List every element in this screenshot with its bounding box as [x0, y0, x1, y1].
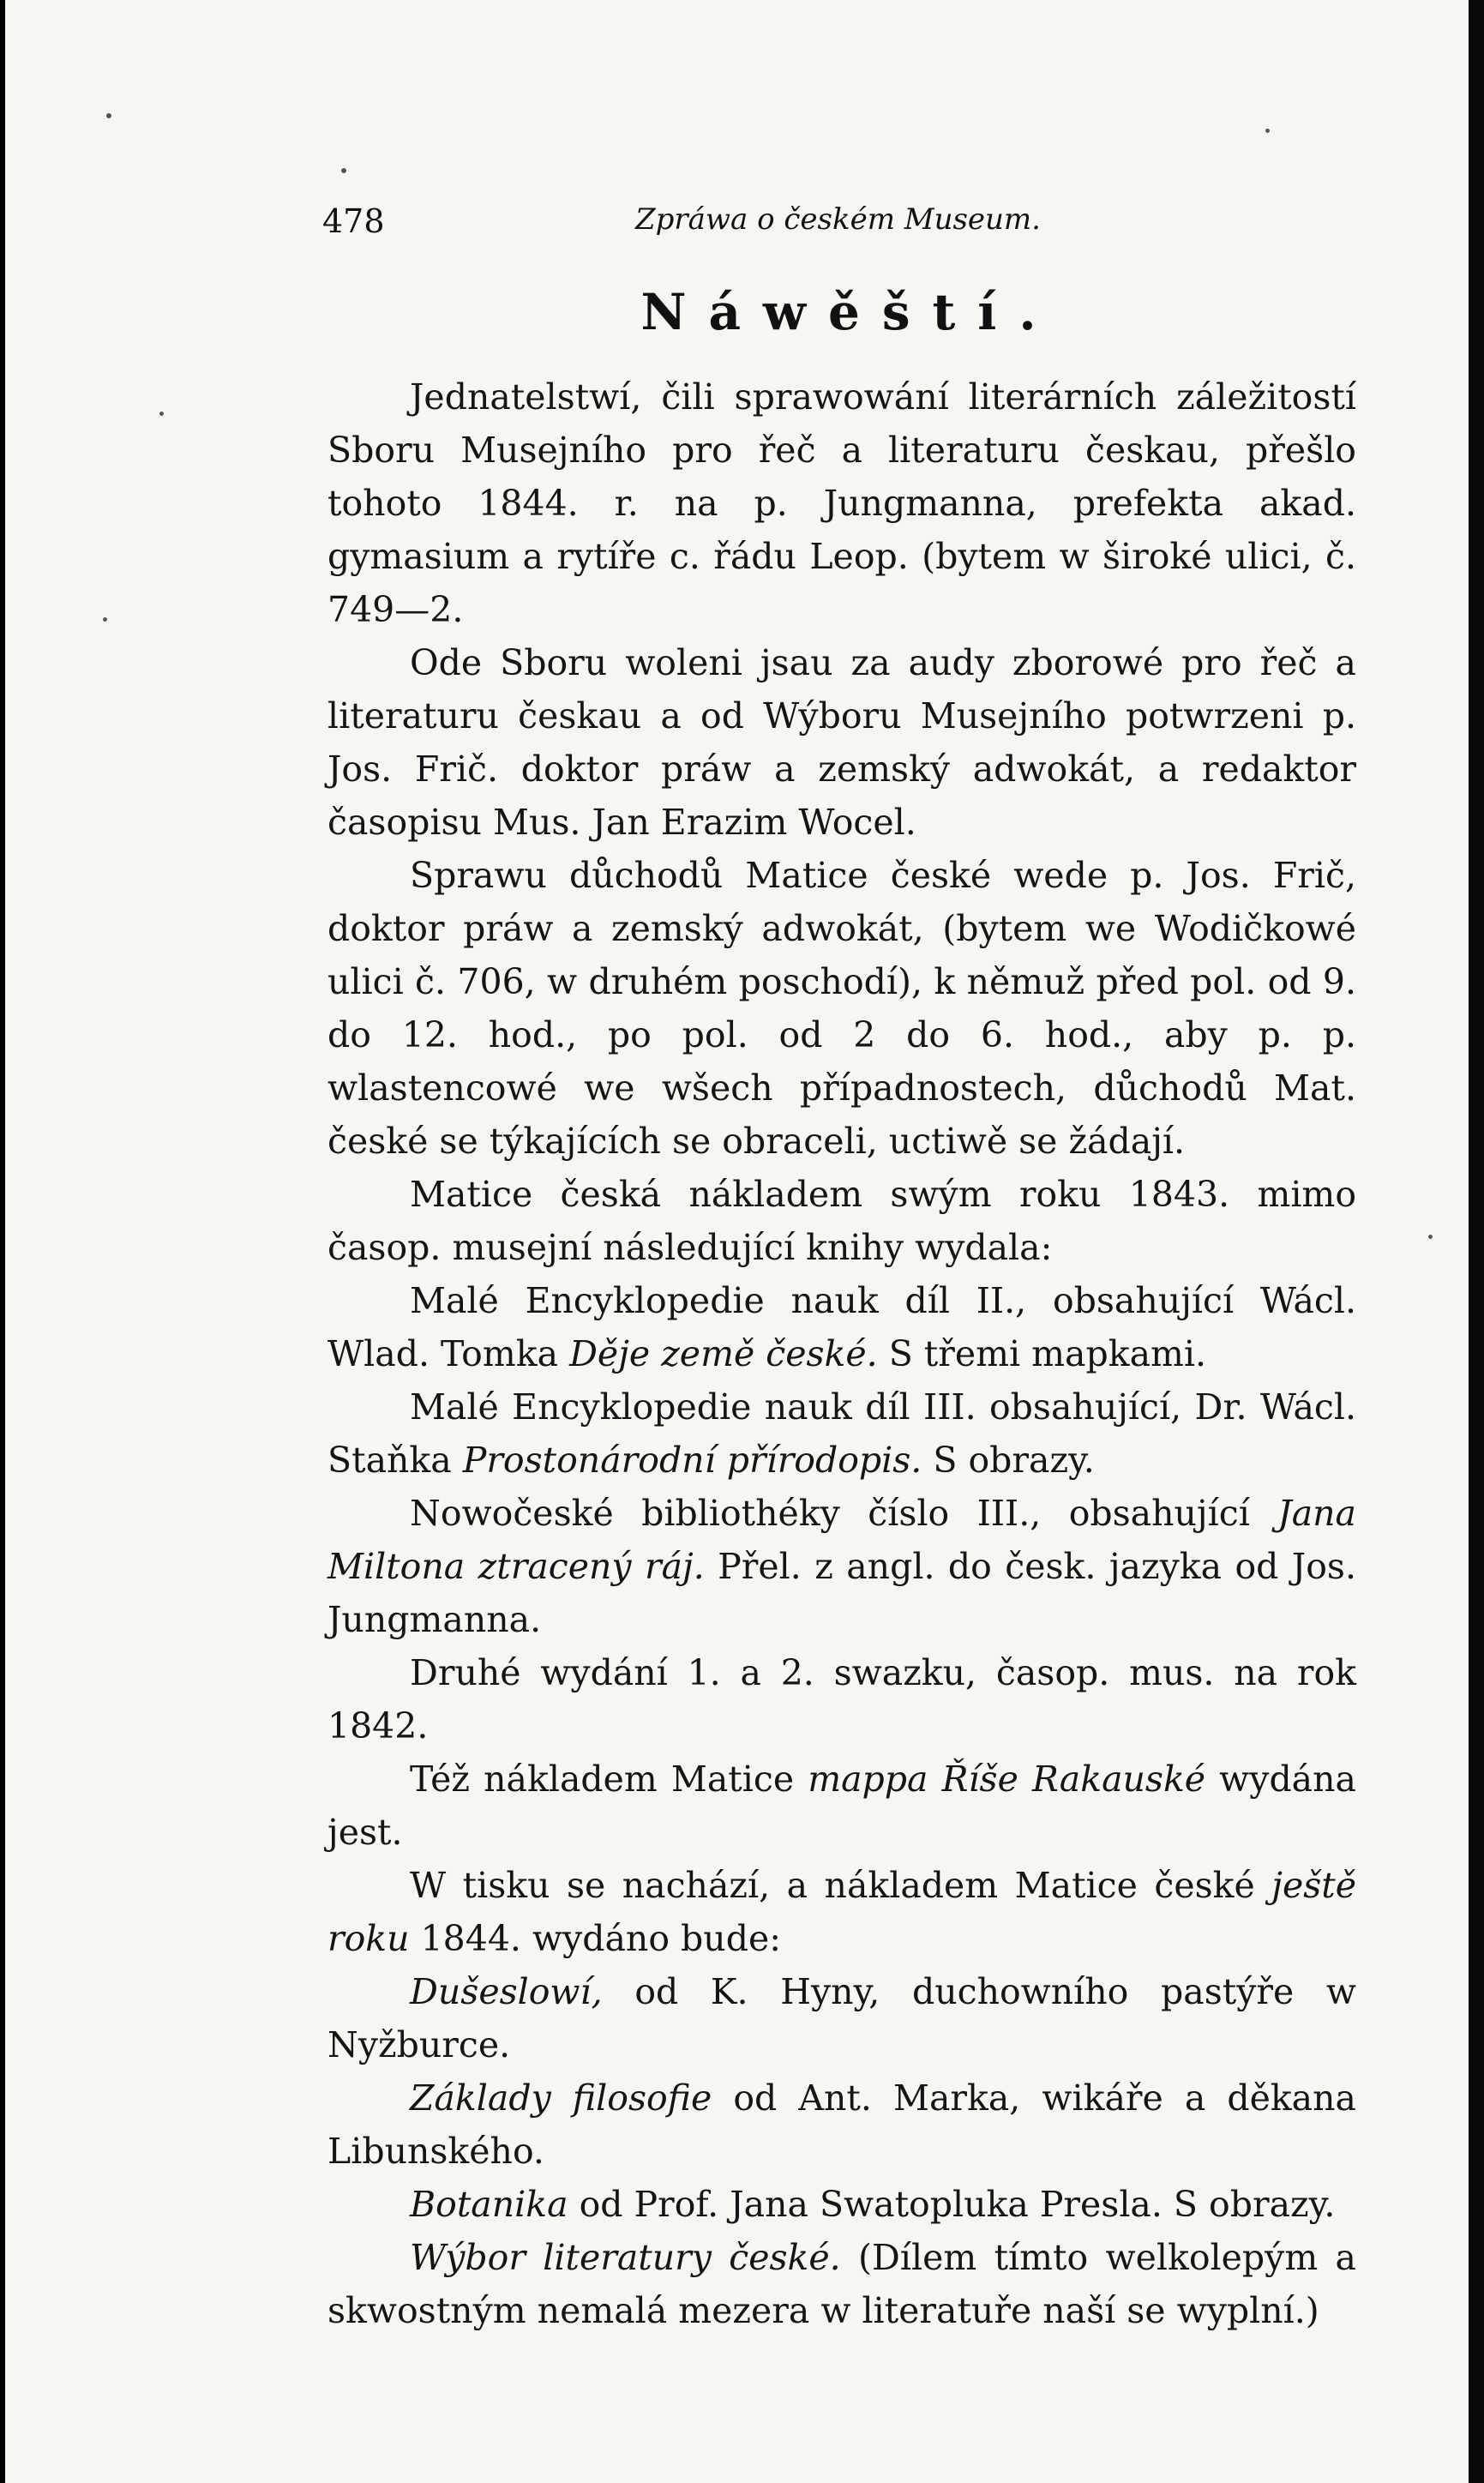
text-run: wydána jest.	[327, 1759, 1356, 1853]
text-run: od Prof. Jana Swatopluka Presla. S obrazy.	[568, 2184, 1336, 2225]
section-title: Náwěští.	[640, 283, 1059, 341]
paragraph: Druhé wydání 1. a 2. swazku, časop. mus. na rok 1842.	[327, 1652, 1356, 1747]
italic-title: Dušeslowí,	[410, 1971, 603, 2012]
scan-speck	[1265, 129, 1270, 133]
text-run: Též nákladem Matice	[410, 1759, 808, 1800]
paragraph: Ode Sboru woleni jsau za audy zborowé pro řeč a literaturu českau a od Wýboru Musejního potwrzeni p. Jos. Frič. doktor práw a zemský adwokát, a redaktor časopisu Mus. Jan Erazim Wocel.	[327, 642, 1356, 843]
scan-speck	[106, 113, 111, 118]
body-text	[327, 370, 1356, 2337]
italic-title: Děje země české.	[569, 1333, 878, 1374]
italic-title: Základy filosofie	[410, 2077, 712, 2119]
italic-title: Wýbor literatury české.	[410, 2237, 841, 2278]
text-run: Přel. z angl. do česk. jazyka od Jos. Jungmanna.	[327, 1546, 1356, 1640]
text-run: od Ant. Marka, wikáře a děkana Libunského.	[327, 2077, 1356, 2172]
paragraph	[327, 2071, 1356, 2178]
italic-title: Prostonárodní přírodopis.	[462, 1440, 922, 1481]
scan-speck	[159, 412, 164, 416]
text-run: 1844. wydáno bude:	[409, 1918, 782, 1959]
paragraph	[327, 1487, 1356, 1646]
text-run: Malé Encyklopedie nauk díl III. obsahující, Dr. Wácl. Staňka	[327, 1386, 1356, 1481]
paragraph	[327, 1965, 1356, 2071]
scan-speck	[341, 168, 346, 173]
text-run: S obrazy.	[922, 1440, 1095, 1481]
text-run: od K. Hyny, duchowního pastýře w Nyžburce.	[327, 1971, 1356, 2065]
book-page	[5, 0, 1469, 2483]
text-run: S třemi mapkami.	[877, 1333, 1207, 1374]
text-run: Malé Encyklopedie nauk díl II., obsahující Wácl. Wlad. Tomka	[327, 1280, 1356, 1374]
text-run: Nowočeské bibliothéky číslo III., obsahující	[410, 1493, 1278, 1534]
paragraph	[327, 2178, 1356, 2231]
paragraph	[327, 1380, 1356, 1487]
scan-border	[1469, 0, 1484, 2483]
text-run: (Dílem tímto welkolepým a skwostným nemalá mezera w literatuře naší se wyplní.)	[327, 2237, 1356, 2331]
italic-title: Jana Miltona ztracený ráj.	[327, 1493, 1356, 1587]
paragraph	[327, 1859, 1356, 1965]
scan-speck	[1428, 1235, 1433, 1239]
page-number: 478	[322, 202, 385, 240]
text-run: W tisku se nachází, a nákladem Matice české	[410, 1865, 1272, 1906]
paragraph	[327, 2231, 1356, 2337]
running-title: Zpráwa o českém Museum.	[635, 202, 1041, 237]
italic-title: Botanika	[410, 2184, 568, 2225]
paragraph	[327, 1274, 1356, 1380]
page-header	[322, 202, 1180, 254]
paragraph: Sprawu důchodů Matice české wede p. Jos. Frič, doktor práw a zemský adwokát, (bytem we Wodičkowé ulici č. 706, w druhém poschodí), k němuž před pol. od 9. do 12. hod., po pol. od 2 do 6. hod., aby p. p. wlastencowé we wšech případnostech, důchodů Mat. české se týkajících se obraceli, uctiwě se žádají.	[327, 855, 1356, 1162]
scan-speck	[103, 617, 107, 622]
paragraph	[327, 1753, 1356, 1859]
paragraph: Matice česká nákladem swým roku 1843. mimo časop. musejní následující knihy wydala:	[327, 1174, 1356, 1268]
italic-title: mappa Říše Rakauské	[808, 1759, 1206, 1800]
italic-title: ještě roku	[327, 1865, 1356, 1959]
paragraph: Jednatelstwí, čili sprawowání literárních záležitostí Sboru Musejního pro řeč a literaturu českau, přešlo tohoto 1844. r. na p. Jungmanna, prefekta akad. gymasium a rytíře c. řádu Leop. (bytem w široké ulici, č. 749—2.	[327, 376, 1356, 630]
